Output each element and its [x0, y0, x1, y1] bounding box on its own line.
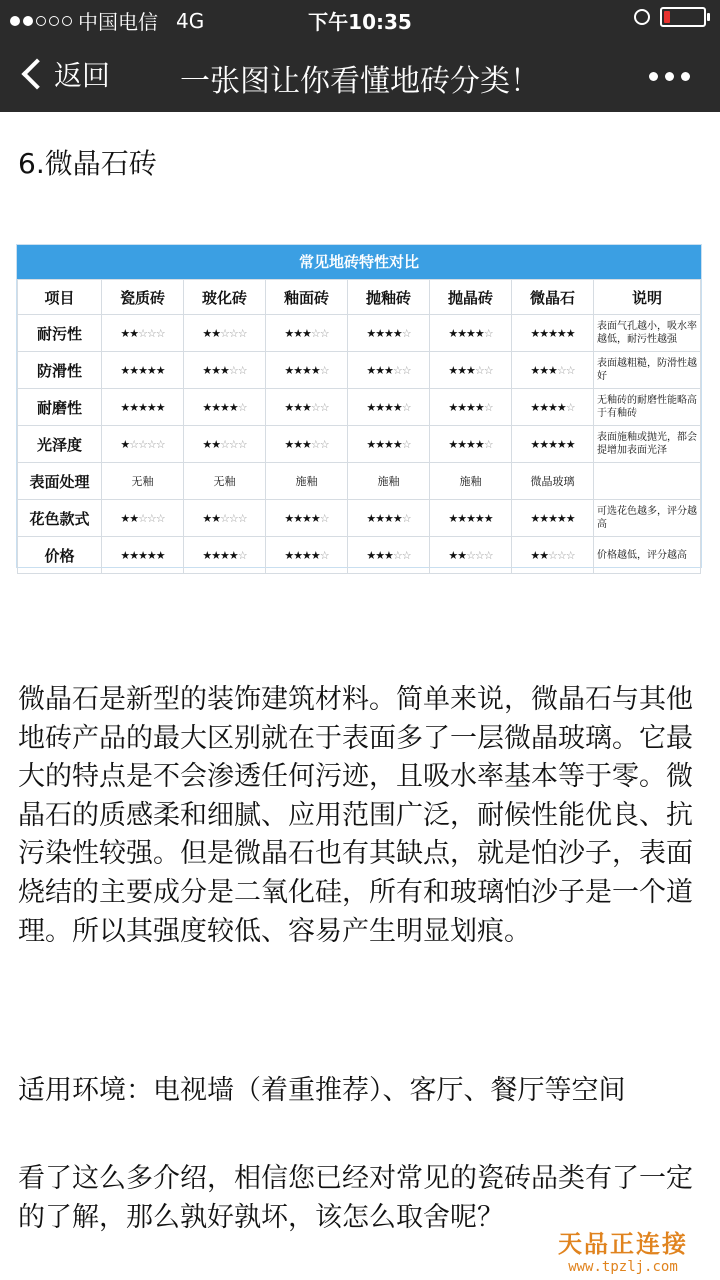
star-filled-icon: ★★★★★	[120, 400, 165, 414]
star-filled-icon: ★★★★	[366, 326, 402, 340]
table-title: 常见地砖特性对比	[17, 245, 701, 279]
star-filled-icon: ★★★★★	[530, 437, 575, 451]
star-filled-icon: ★★	[530, 548, 549, 562]
star-rating	[102, 537, 184, 574]
star-rating	[266, 537, 348, 574]
star-filled-icon: ★★★★	[448, 437, 484, 451]
back-label: 返回	[54, 59, 111, 92]
star-filled-icon: ★★★	[284, 326, 311, 340]
star-filled-icon: ★★★★	[284, 511, 320, 525]
header-cell: 微晶石	[512, 280, 594, 315]
table-row	[18, 389, 701, 426]
star-rating	[102, 352, 184, 389]
status-bar	[0, 0, 720, 36]
status-right	[634, 7, 706, 27]
star-empty-icon: ☆☆☆	[138, 511, 165, 525]
table-cell: 微晶玻璃	[512, 463, 594, 500]
star-rating	[184, 426, 266, 463]
row-label: 光泽度	[18, 426, 102, 463]
star-filled-icon: ★	[120, 437, 130, 451]
table-row	[18, 315, 701, 352]
star-rating	[184, 315, 266, 352]
star-empty-icon: ☆☆☆	[548, 548, 575, 562]
star-rating	[102, 426, 184, 463]
star-empty-icon: ☆	[483, 400, 493, 414]
star-empty-icon: ☆☆☆☆	[129, 437, 165, 451]
more-dot-icon	[665, 72, 674, 81]
star-rating	[512, 426, 594, 463]
star-empty-icon: ☆☆☆	[220, 326, 247, 340]
watermark	[558, 1224, 688, 1275]
table-row	[18, 426, 701, 463]
star-rating	[348, 389, 430, 426]
table-cell: 无釉	[184, 463, 266, 500]
header-cell: 说明	[594, 280, 701, 315]
chevron-left-icon	[21, 58, 52, 89]
star-rating	[184, 389, 266, 426]
star-empty-icon: ☆☆	[310, 326, 329, 340]
star-empty-icon: ☆	[483, 437, 493, 451]
star-filled-icon: ★★★	[530, 363, 557, 377]
star-rating	[348, 537, 430, 574]
rotation-lock-icon	[634, 9, 650, 25]
star-rating	[512, 537, 594, 574]
watermark-text: 天品正连接	[558, 1229, 688, 1258]
nav-bar	[0, 36, 720, 112]
star-rating	[266, 352, 348, 389]
star-empty-icon: ☆☆	[310, 437, 329, 451]
star-filled-icon: ★★★★	[284, 548, 320, 562]
star-filled-icon: ★★★★★	[530, 326, 575, 340]
table-row	[18, 463, 701, 500]
star-empty-icon: ☆	[483, 326, 493, 340]
star-empty-icon: ☆	[319, 511, 329, 525]
page-title: 一张图让你看懂地砖分类！	[180, 64, 540, 99]
star-empty-icon: ☆	[565, 400, 575, 414]
section-title: 6.微晶石砖	[18, 147, 157, 180]
row-label: 防滑性	[18, 352, 102, 389]
table-cell: 施釉	[430, 463, 512, 500]
star-empty-icon: ☆☆☆	[466, 548, 493, 562]
header-cell: 瓷质砖	[102, 280, 184, 315]
star-rating	[348, 500, 430, 537]
network-label: 4G	[176, 8, 205, 33]
star-rating	[348, 315, 430, 352]
star-filled-icon: ★★★	[366, 548, 393, 562]
star-filled-icon: ★★★★	[448, 326, 484, 340]
table-row	[18, 500, 701, 537]
row-note: 无釉砖的耐磨性能略高于有釉砖	[594, 389, 701, 426]
star-filled-icon: ★★★★★	[120, 548, 165, 562]
row-note: 表面施釉或抛光，都会提增加表面光泽	[594, 426, 701, 463]
star-rating	[102, 389, 184, 426]
star-filled-icon: ★★	[448, 548, 467, 562]
row-note: 价格越低，评分越高	[594, 537, 701, 574]
star-empty-icon: ☆	[319, 548, 329, 562]
header-cell: 釉面砖	[266, 280, 348, 315]
comparison-table-image[interactable]	[16, 244, 702, 568]
table-row	[18, 352, 701, 389]
row-note: 可选花色越多，评分越高	[594, 500, 701, 537]
body-paragraph-2: 适用环境：电视墙（着重推荐）、客厅、餐厅等空间	[18, 1075, 626, 1106]
star-rating	[512, 352, 594, 389]
star-filled-icon: ★★★★★	[448, 511, 493, 525]
star-filled-icon: ★★★	[366, 363, 393, 377]
star-filled-icon: ★★★	[284, 400, 311, 414]
star-empty-icon: ☆	[401, 511, 411, 525]
star-filled-icon: ★★★★	[202, 400, 238, 414]
star-filled-icon: ★★★★★	[530, 511, 575, 525]
body-paragraph-3: 看了这么多介绍，相信您已经对常见的瓷砖品类有了一定的了解，那么孰好孰坏，该怎么取舍呢？	[18, 1163, 693, 1233]
battery-level	[664, 11, 670, 23]
star-rating	[430, 389, 512, 426]
row-note: 表面气孔越小，吸水率越低，耐污性越强	[594, 315, 701, 352]
star-filled-icon: ★★★★	[448, 400, 484, 414]
star-empty-icon: ☆	[401, 437, 411, 451]
star-filled-icon: ★★★★	[366, 400, 402, 414]
row-label: 耐污性	[18, 315, 102, 352]
more-dot-icon	[681, 72, 690, 81]
star-filled-icon: ★★★★★	[120, 363, 165, 377]
star-rating	[348, 426, 430, 463]
star-empty-icon: ☆☆☆	[138, 326, 165, 340]
star-rating	[266, 315, 348, 352]
star-rating	[348, 352, 430, 389]
row-label: 表面处理	[18, 463, 102, 500]
star-filled-icon: ★★★	[202, 363, 229, 377]
comparison-table	[17, 279, 701, 574]
star-rating	[102, 315, 184, 352]
star-rating	[266, 389, 348, 426]
carrier-label: 中国电信	[78, 10, 158, 34]
star-filled-icon: ★★	[202, 437, 221, 451]
star-filled-icon: ★★★★	[202, 548, 238, 562]
star-filled-icon: ★★	[202, 511, 221, 525]
header-cell: 玻化砖	[184, 280, 266, 315]
table-cell: 施釉	[266, 463, 348, 500]
star-filled-icon: ★★★	[284, 437, 311, 451]
star-filled-icon: ★★★★	[284, 363, 320, 377]
star-empty-icon: ☆☆	[556, 363, 575, 377]
table-row	[18, 537, 701, 574]
table-header-row	[18, 280, 701, 315]
row-label: 花色款式	[18, 500, 102, 537]
star-empty-icon: ☆☆	[228, 363, 247, 377]
star-rating	[266, 500, 348, 537]
body-paragraph-1: 微晶石是新型的装饰建筑材料。简单来说，微晶石与其他地砖产品的最大区别就在于表面多了一层微晶玻璃。它最大的特点是不会渗透任何污迹，且吸水率基本等于零。微晶石的质感柔和细腻、应用范围广泛，耐候性能优良、抗污染性较强。但是微晶石也有其缺点，就是怕沙子，表面烧结的主要成分是二氧化硅，所有和玻璃怕沙子是一个道理。所以其强度较低、容易产生明显划痕。	[18, 684, 693, 947]
star-empty-icon: ☆	[319, 363, 329, 377]
star-rating	[430, 500, 512, 537]
star-empty-icon: ☆	[237, 548, 247, 562]
header-cell: 抛晶砖	[430, 280, 512, 315]
table-cell: 无釉	[102, 463, 184, 500]
star-empty-icon: ☆☆☆	[220, 437, 247, 451]
star-filled-icon: ★★	[120, 511, 139, 525]
star-filled-icon: ★★★★	[530, 400, 566, 414]
star-filled-icon: ★★	[120, 326, 139, 340]
star-rating	[430, 352, 512, 389]
star-rating	[430, 537, 512, 574]
star-empty-icon: ☆	[237, 400, 247, 414]
star-rating	[512, 315, 594, 352]
star-empty-icon: ☆☆☆	[220, 511, 247, 525]
star-rating	[184, 352, 266, 389]
star-rating	[266, 426, 348, 463]
header-cell: 抛釉砖	[348, 280, 430, 315]
star-rating	[512, 389, 594, 426]
star-empty-icon: ☆	[401, 400, 411, 414]
header-cell: 项目	[18, 280, 102, 315]
star-empty-icon: ☆	[401, 326, 411, 340]
more-dot-icon	[649, 72, 658, 81]
row-note: 表面越粗糙，防滑性越好	[594, 352, 701, 389]
star-rating	[102, 500, 184, 537]
star-rating	[430, 426, 512, 463]
star-rating	[430, 315, 512, 352]
more-menu-button[interactable]	[649, 72, 690, 81]
star-rating	[184, 500, 266, 537]
star-filled-icon: ★★★★	[366, 511, 402, 525]
star-rating	[512, 500, 594, 537]
star-empty-icon: ☆☆	[474, 363, 493, 377]
row-note	[594, 463, 701, 500]
star-filled-icon: ★★★★	[366, 437, 402, 451]
battery-icon	[660, 7, 706, 27]
star-filled-icon: ★★★	[448, 363, 475, 377]
row-label: 价格	[18, 537, 102, 574]
back-button[interactable]	[20, 54, 110, 94]
watermark-url: www.tpzlj.com	[568, 1259, 678, 1275]
star-rating	[184, 537, 266, 574]
table-cell: 施釉	[348, 463, 430, 500]
star-filled-icon: ★★	[202, 326, 221, 340]
status-time: 下午10:35	[308, 10, 412, 34]
star-empty-icon: ☆☆	[392, 548, 411, 562]
star-empty-icon: ☆☆	[392, 363, 411, 377]
row-label: 耐磨性	[18, 389, 102, 426]
star-empty-icon: ☆☆	[310, 400, 329, 414]
